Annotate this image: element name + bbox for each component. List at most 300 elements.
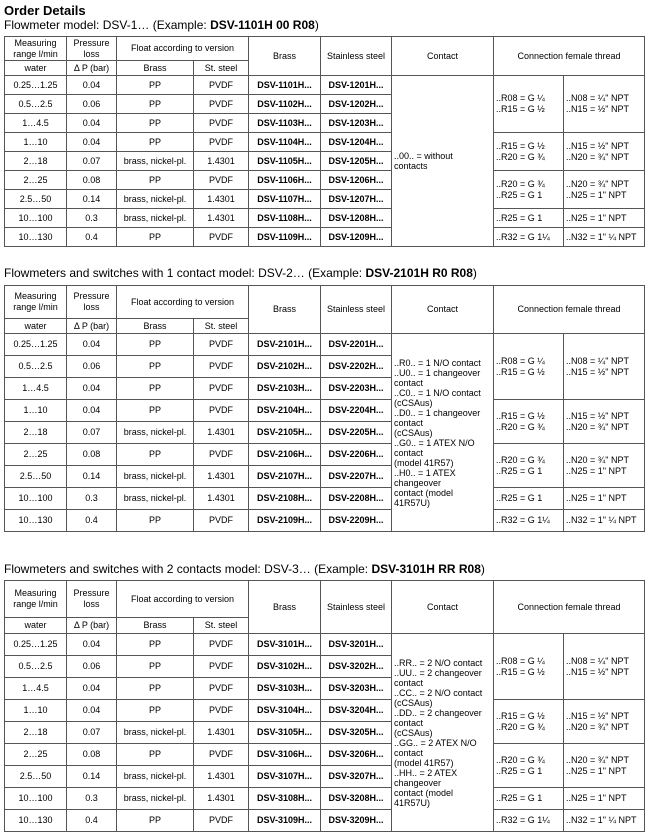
cell-float-steel: PVDF bbox=[194, 334, 249, 356]
cell-range: 1…10 bbox=[5, 400, 67, 422]
cell-pressure: 0.04 bbox=[67, 400, 117, 422]
table-row bbox=[5, 228, 645, 247]
cell-range: 0.25…1.25 bbox=[5, 634, 67, 656]
hdr-float-steel: St. steel bbox=[194, 61, 249, 76]
cell-connection-npt bbox=[564, 634, 645, 700]
hdr-dp: Δ P (bar) bbox=[67, 61, 117, 76]
conn-bsp-a: ..R08 = G ¼ bbox=[496, 655, 545, 666]
cell-brass-code: DSV-2104H... bbox=[249, 400, 321, 422]
cell-connection-bsp bbox=[494, 400, 564, 444]
cell-brass-code: DSV-2106H... bbox=[249, 444, 321, 466]
cell-float-steel: PVDF bbox=[194, 444, 249, 466]
cell-float-brass: PP bbox=[117, 76, 194, 95]
conn-bsp-a: ..R25 = G 1 bbox=[496, 212, 543, 223]
cell-float-steel: PVDF bbox=[194, 400, 249, 422]
cell-pressure: 0.07 bbox=[67, 152, 117, 171]
cell-pressure: 0.04 bbox=[67, 634, 117, 656]
hdr-pressure: Pressure loss bbox=[67, 286, 117, 319]
cell-float-steel: 1.4301 bbox=[194, 766, 249, 788]
hdr-measuring: Measuring range l/min bbox=[5, 37, 67, 61]
hdr-water: water bbox=[5, 618, 67, 634]
cell-float-steel: PVDF bbox=[194, 114, 249, 133]
cell-float-brass: PP bbox=[117, 810, 194, 832]
cell-float-steel: PVDF bbox=[194, 228, 249, 247]
cell-steel-code: DSV-1206H... bbox=[321, 171, 392, 190]
cell-connection-npt bbox=[564, 510, 645, 532]
cell-float-brass: brass, nickel-pl. bbox=[117, 766, 194, 788]
section-title-example: DSV-2101H R0 R08 bbox=[365, 266, 473, 280]
conn-npt-d: ..N20 = ¾" NPT bbox=[566, 721, 629, 732]
conn-bsp-a: ..R32 = G 1¼ bbox=[496, 515, 550, 525]
section-title-example: DSV-1101H 00 R08 bbox=[210, 18, 315, 32]
cell-pressure: 0.08 bbox=[67, 444, 117, 466]
cell-pressure: 0.07 bbox=[67, 422, 117, 444]
cell-pressure: 0.14 bbox=[67, 190, 117, 209]
cell-pressure: 0.08 bbox=[67, 171, 117, 190]
cell-steel-code: DSV-1207H... bbox=[321, 190, 392, 209]
cell-brass-code: DSV-3105H... bbox=[249, 722, 321, 744]
cell-connection-bsp bbox=[494, 488, 564, 510]
cell-steel-code: DSV-1203H... bbox=[321, 114, 392, 133]
hdr-water: water bbox=[5, 61, 67, 76]
cell-brass-code: DSV-3106H... bbox=[249, 744, 321, 766]
cell-range: 0.5…2.5 bbox=[5, 656, 67, 678]
cell-float-brass: PP bbox=[117, 378, 194, 400]
cell-float-brass: brass, nickel-pl. bbox=[117, 190, 194, 209]
table-row bbox=[5, 444, 645, 466]
cell-float-brass: PP bbox=[117, 334, 194, 356]
hdr-dp: Δ P (bar) bbox=[67, 618, 117, 634]
cell-steel-code: DSV-1205H... bbox=[321, 152, 392, 171]
conn-npt-d: ..N25 = 1" NPT bbox=[566, 465, 627, 476]
section-title-suffix: ) bbox=[480, 562, 485, 576]
conn-bsp-a: ..R32 = G 1¼ bbox=[496, 815, 550, 825]
cell-brass-code: DSV-2103H... bbox=[249, 378, 321, 400]
cell-range: 2.5…50 bbox=[5, 190, 67, 209]
conn-bsp-a: ..R20 = G ¾ bbox=[496, 754, 545, 765]
cell-brass-code: DSV-2105H... bbox=[249, 422, 321, 444]
conn-bsp-b: ..R20 = G ¾ bbox=[496, 151, 545, 162]
cell-brass-code: DSV-1102H... bbox=[249, 95, 321, 114]
cell-float-brass: PP bbox=[117, 510, 194, 532]
cell-float-brass: PP bbox=[117, 95, 194, 114]
cell-brass-code: DSV-3107H... bbox=[249, 766, 321, 788]
contact-text: ..RR.. = 2 N/O contact ..UU.. = 2 changeover contact ..CC.. = 2 N/O contact (cCSAus) ..DD.. = 2 changeover contact (cCSAus) ..GG.. = 2 ATEX N/O contact (model 41R57) ..HH.. = 2 ATEX changeover contact (model 41R57U) bbox=[394, 657, 483, 808]
cell-range: 10…100 bbox=[5, 209, 67, 228]
conn-npt-c: ..N32 = 1" ¼ NPT bbox=[566, 515, 637, 525]
cell-connection-bsp bbox=[494, 228, 564, 247]
conn-npt-d: ..N25 = 1" NPT bbox=[566, 189, 627, 200]
cell-steel-code: DSV-2208H... bbox=[321, 488, 392, 510]
cell-brass-code: DSV-2107H... bbox=[249, 466, 321, 488]
cell-range: 0.5…2.5 bbox=[5, 356, 67, 378]
cell-float-steel: 1.4301 bbox=[194, 466, 249, 488]
conn-bsp-a: ..R15 = G ½ bbox=[496, 410, 545, 421]
hdr-stainless: Stainless steel bbox=[321, 286, 392, 334]
table-row bbox=[5, 76, 645, 95]
hdr-water: water bbox=[5, 319, 67, 334]
cell-float-brass: brass, nickel-pl. bbox=[117, 422, 194, 444]
cell-range: 0.5…2.5 bbox=[5, 95, 67, 114]
hdr-measuring: Measuring range l/min bbox=[5, 286, 67, 319]
cell-pressure: 0.04 bbox=[67, 133, 117, 152]
cell-float-brass: PP bbox=[117, 228, 194, 247]
cell-connection-bsp bbox=[494, 334, 564, 400]
conn-npt-c: ..N15 = ½" NPT bbox=[566, 710, 629, 721]
hdr-pressure: Pressure loss bbox=[67, 37, 117, 61]
section-title bbox=[4, 18, 319, 32]
table-row bbox=[5, 788, 645, 810]
hdr-connection: Connection female thread bbox=[494, 286, 645, 334]
cell-brass-code: DSV-3103H... bbox=[249, 678, 321, 700]
cell-range: 10…100 bbox=[5, 788, 67, 810]
cell-float-brass: brass, nickel-pl. bbox=[117, 152, 194, 171]
cell-range: 1…4.5 bbox=[5, 378, 67, 400]
cell-float-brass: PP bbox=[117, 171, 194, 190]
cell-connection-npt bbox=[564, 171, 645, 209]
cell-float-brass: PP bbox=[117, 133, 194, 152]
cell-brass-code: DSV-2108H... bbox=[249, 488, 321, 510]
cell-float-brass: brass, nickel-pl. bbox=[117, 788, 194, 810]
cell-connection-bsp bbox=[494, 634, 564, 700]
cell-connection-bsp bbox=[494, 209, 564, 228]
cell-steel-code: DSV-2202H... bbox=[321, 356, 392, 378]
cell-brass-code: DSV-1109H... bbox=[249, 228, 321, 247]
conn-npt-d: ..N25 = 1" NPT bbox=[566, 765, 627, 776]
cell-float-brass: brass, nickel-pl. bbox=[117, 209, 194, 228]
conn-npt-c: ..N08 = ¼" NPT bbox=[566, 655, 629, 666]
section-title bbox=[4, 266, 477, 280]
cell-brass-code: DSV-3101H... bbox=[249, 634, 321, 656]
contact-text: ..00.. = without contacts bbox=[394, 151, 453, 171]
conn-npt-d: ..N15 = ½" NPT bbox=[566, 366, 629, 377]
conn-npt-c: ..N25 = 1" NPT bbox=[566, 793, 627, 803]
cell-range: 0.25…1.25 bbox=[5, 76, 67, 95]
cell-brass-code: DSV-1105H... bbox=[249, 152, 321, 171]
conn-npt-d: ..N20 = ¾" NPT bbox=[566, 421, 629, 432]
cell-steel-code: DSV-3207H... bbox=[321, 766, 392, 788]
section-title-suffix: ) bbox=[472, 266, 477, 280]
cell-float-steel: 1.4301 bbox=[194, 422, 249, 444]
order-table bbox=[4, 36, 645, 247]
cell-connection-npt bbox=[564, 334, 645, 400]
cell-float-brass: PP bbox=[117, 678, 194, 700]
cell-float-steel: PVDF bbox=[194, 744, 249, 766]
cell-range: 10…130 bbox=[5, 228, 67, 247]
conn-npt-d: ..N20 = ¾" NPT bbox=[566, 151, 629, 162]
cell-connection-npt bbox=[564, 744, 645, 788]
hdr-brass: Brass bbox=[249, 581, 321, 634]
cell-float-brass: brass, nickel-pl. bbox=[117, 466, 194, 488]
cell-connection-npt bbox=[564, 228, 645, 247]
hdr-float-brass: Brass bbox=[117, 618, 194, 634]
cell-range: 2…25 bbox=[5, 744, 67, 766]
cell-steel-code: DSV-1202H... bbox=[321, 95, 392, 114]
hdr-float-brass: Brass bbox=[117, 319, 194, 334]
cell-contact bbox=[392, 334, 494, 532]
cell-contact bbox=[392, 76, 494, 247]
hdr-contact: Contact bbox=[392, 286, 494, 334]
cell-pressure: 0.4 bbox=[67, 810, 117, 832]
conn-npt-c: ..N20 = ¾" NPT bbox=[566, 454, 629, 465]
cell-brass-code: DSV-2109H... bbox=[249, 510, 321, 532]
cell-connection-npt bbox=[564, 133, 645, 171]
contact-text: ..R0.. = 1 N/O contact ..U0.. = 1 changeover contact ..C0.. = 1 N/O contact (cCSAus) ..D0.. = 1 changeover contact (cCSAus) ..G0.. = 1 ATEX N/O contact (model 41R57) ..H0.. = 1 ATEX changeover contact (model 41R57U) bbox=[394, 357, 481, 508]
cell-float-steel: PVDF bbox=[194, 356, 249, 378]
cell-steel-code: DSV-2206H... bbox=[321, 444, 392, 466]
cell-range: 2…18 bbox=[5, 422, 67, 444]
conn-bsp-b: ..R25 = G 1 bbox=[496, 189, 543, 200]
cell-range: 1…10 bbox=[5, 700, 67, 722]
table-row bbox=[5, 334, 645, 356]
table-row bbox=[5, 744, 645, 766]
conn-bsp-a: ..R25 = G 1 bbox=[496, 493, 543, 503]
cell-float-steel: PVDF bbox=[194, 810, 249, 832]
cell-float-steel: 1.4301 bbox=[194, 488, 249, 510]
cell-steel-code: DSV-3206H... bbox=[321, 744, 392, 766]
cell-steel-code: DSV-2201H... bbox=[321, 334, 392, 356]
cell-pressure: 0.14 bbox=[67, 766, 117, 788]
cell-connection-bsp bbox=[494, 444, 564, 488]
cell-steel-code: DSV-2204H... bbox=[321, 400, 392, 422]
cell-float-steel: PVDF bbox=[194, 656, 249, 678]
cell-brass-code: DSV-1103H... bbox=[249, 114, 321, 133]
cell-connection-npt bbox=[564, 76, 645, 133]
cell-range: 2…18 bbox=[5, 152, 67, 171]
cell-pressure: 0.04 bbox=[67, 76, 117, 95]
cell-range: 1…4.5 bbox=[5, 114, 67, 133]
conn-npt-c: ..N20 = ¾" NPT bbox=[566, 754, 629, 765]
cell-connection-bsp bbox=[494, 133, 564, 171]
cell-steel-code: DSV-1201H... bbox=[321, 76, 392, 95]
conn-bsp-b: ..R15 = G ½ bbox=[496, 666, 545, 677]
cell-float-steel: 1.4301 bbox=[194, 722, 249, 744]
cell-float-steel: PVDF bbox=[194, 700, 249, 722]
conn-bsp-b: ..R20 = G ¾ bbox=[496, 721, 545, 732]
table-row bbox=[5, 488, 645, 510]
cell-range: 0.25…1.25 bbox=[5, 334, 67, 356]
cell-pressure: 0.04 bbox=[67, 678, 117, 700]
cell-float-brass: brass, nickel-pl. bbox=[117, 488, 194, 510]
cell-connection-npt bbox=[564, 810, 645, 832]
cell-float-brass: brass, nickel-pl. bbox=[117, 722, 194, 744]
cell-float-steel: 1.4301 bbox=[194, 209, 249, 228]
section-title-suffix: ) bbox=[314, 18, 319, 32]
table-row bbox=[5, 634, 645, 656]
hdr-float-steel: St. steel bbox=[194, 319, 249, 334]
cell-float-steel: PVDF bbox=[194, 133, 249, 152]
table-row bbox=[5, 400, 645, 422]
conn-npt-c: ..N15 = ½" NPT bbox=[566, 140, 629, 151]
section-title-prefix: Flowmeters and switches with 2 contacts model: DSV-3… (Example: bbox=[4, 562, 372, 576]
conn-bsp-a: ..R20 = G ¾ bbox=[496, 454, 545, 465]
cell-range: 10…130 bbox=[5, 810, 67, 832]
conn-bsp-a: ..R32 = G 1¼ bbox=[496, 231, 550, 242]
cell-brass-code: DSV-1101H... bbox=[249, 76, 321, 95]
conn-bsp-a: ..R25 = G 1 bbox=[496, 793, 543, 803]
conn-npt-c: ..N32 = 1" ¼ NPT bbox=[566, 815, 637, 825]
cell-brass-code: DSV-1104H... bbox=[249, 133, 321, 152]
cell-connection-bsp bbox=[494, 788, 564, 810]
cell-pressure: 0.14 bbox=[67, 466, 117, 488]
cell-pressure: 0.4 bbox=[67, 228, 117, 247]
cell-float-brass: PP bbox=[117, 656, 194, 678]
cell-connection-bsp bbox=[494, 810, 564, 832]
section-title bbox=[4, 562, 485, 576]
cell-steel-code: DSV-3209H... bbox=[321, 810, 392, 832]
cell-pressure: 0.04 bbox=[67, 334, 117, 356]
conn-bsp-a: ..R08 = G ¼ bbox=[496, 355, 545, 366]
hdr-stainless: Stainless steel bbox=[321, 37, 392, 76]
conn-bsp-b: ..R15 = G ½ bbox=[496, 104, 545, 114]
cell-pressure: 0.3 bbox=[67, 788, 117, 810]
cell-brass-code: DSV-1106H... bbox=[249, 171, 321, 190]
hdr-connection: Connection female thread bbox=[494, 37, 645, 76]
cell-range: 2…25 bbox=[5, 171, 67, 190]
table-row bbox=[5, 810, 645, 832]
cell-range: 2.5…50 bbox=[5, 766, 67, 788]
conn-bsp-b: ..R25 = G 1 bbox=[496, 465, 543, 476]
cell-steel-code: DSV-3203H... bbox=[321, 678, 392, 700]
cell-brass-code: DSV-3109H... bbox=[249, 810, 321, 832]
conn-npt-c: ..N20 = ¾" NPT bbox=[566, 178, 629, 189]
cell-connection-bsp bbox=[494, 700, 564, 744]
cell-float-steel: PVDF bbox=[194, 76, 249, 95]
cell-brass-code: DSV-1108H... bbox=[249, 209, 321, 228]
cell-connection-bsp bbox=[494, 744, 564, 788]
cell-steel-code: DSV-1209H... bbox=[321, 228, 392, 247]
cell-steel-code: DSV-2203H... bbox=[321, 378, 392, 400]
cell-float-steel: 1.4301 bbox=[194, 788, 249, 810]
cell-steel-code: DSV-2207H... bbox=[321, 466, 392, 488]
conn-bsp-a: ..R15 = G ½ bbox=[496, 710, 545, 721]
hdr-brass: Brass bbox=[249, 37, 321, 76]
cell-steel-code: DSV-3204H... bbox=[321, 700, 392, 722]
conn-bsp-b: ..R15 = G ½ bbox=[496, 366, 545, 377]
table-row bbox=[5, 700, 645, 722]
cell-steel-code: DSV-1208H... bbox=[321, 209, 392, 228]
cell-connection-npt bbox=[564, 488, 645, 510]
cell-float-brass: PP bbox=[117, 400, 194, 422]
cell-steel-code: DSV-3201H... bbox=[321, 634, 392, 656]
hdr-pressure: Pressure loss bbox=[67, 581, 117, 618]
hdr-float: Float according to version bbox=[117, 581, 249, 618]
cell-pressure: 0.06 bbox=[67, 95, 117, 114]
cell-steel-code: DSV-3205H... bbox=[321, 722, 392, 744]
hdr-stainless: Stainless steel bbox=[321, 581, 392, 634]
cell-pressure: 0.06 bbox=[67, 656, 117, 678]
hdr-brass: Brass bbox=[249, 286, 321, 334]
cell-float-brass: PP bbox=[117, 356, 194, 378]
cell-float-steel: 1.4301 bbox=[194, 190, 249, 209]
conn-bsp-a: ..R15 = G ½ bbox=[496, 140, 545, 151]
cell-float-brass: PP bbox=[117, 114, 194, 133]
cell-float-brass: PP bbox=[117, 700, 194, 722]
hdr-contact: Contact bbox=[392, 37, 494, 76]
cell-range: 10…130 bbox=[5, 510, 67, 532]
cell-float-steel: PVDF bbox=[194, 634, 249, 656]
cell-pressure: 0.4 bbox=[67, 510, 117, 532]
hdr-float-steel: St. steel bbox=[194, 618, 249, 634]
order-table bbox=[4, 580, 645, 832]
cell-float-brass: PP bbox=[117, 444, 194, 466]
conn-bsp-b: ..R25 = G 1 bbox=[496, 765, 543, 776]
conn-npt-c: ..N15 = ½" NPT bbox=[566, 410, 629, 421]
conn-npt-c: ..N25 = 1" NPT bbox=[566, 212, 627, 223]
hdr-dp: Δ P (bar) bbox=[67, 319, 117, 334]
cell-brass-code: DSV-1107H... bbox=[249, 190, 321, 209]
conn-npt-c: ..N32 = 1" ¼ NPT bbox=[566, 231, 637, 242]
hdr-contact: Contact bbox=[392, 581, 494, 634]
cell-pressure: 0.04 bbox=[67, 114, 117, 133]
hdr-connection: Connection female thread bbox=[494, 581, 645, 634]
hdr-float: Float according to version bbox=[117, 37, 249, 61]
cell-float-brass: PP bbox=[117, 634, 194, 656]
cell-float-steel: 1.4301 bbox=[194, 152, 249, 171]
cell-pressure: 0.3 bbox=[67, 209, 117, 228]
cell-steel-code: DSV-3208H... bbox=[321, 788, 392, 810]
cell-range: 10…100 bbox=[5, 488, 67, 510]
cell-brass-code: DSV-3108H... bbox=[249, 788, 321, 810]
section-title-prefix: Flowmeter model: DSV-1… (Example: bbox=[4, 18, 211, 32]
hdr-float: Float according to version bbox=[117, 286, 249, 319]
cell-range: 2.5…50 bbox=[5, 466, 67, 488]
cell-float-steel: PVDF bbox=[194, 171, 249, 190]
cell-brass-code: DSV-2101H... bbox=[249, 334, 321, 356]
cell-brass-code: DSV-3104H... bbox=[249, 700, 321, 722]
cell-pressure: 0.07 bbox=[67, 722, 117, 744]
cell-range: 1…4.5 bbox=[5, 678, 67, 700]
order-table bbox=[4, 285, 645, 532]
conn-npt-c: ..N08 = ¼" NPT bbox=[566, 355, 629, 366]
section-title-prefix: Flowmeters and switches with 1 contact model: DSV-2… (Example: bbox=[4, 266, 366, 280]
cell-connection-npt bbox=[564, 209, 645, 228]
table-row bbox=[5, 171, 645, 190]
cell-range: 2…18 bbox=[5, 722, 67, 744]
conn-npt-d: ..N15 = ½" NPT bbox=[566, 104, 629, 114]
cell-pressure: 0.08 bbox=[67, 744, 117, 766]
cell-steel-code: DSV-2205H... bbox=[321, 422, 392, 444]
cell-connection-npt bbox=[564, 400, 645, 444]
cell-float-brass: PP bbox=[117, 744, 194, 766]
conn-bsp-a: ..R20 = G ¾ bbox=[496, 178, 545, 189]
table-row bbox=[5, 209, 645, 228]
cell-brass-code: DSV-3102H... bbox=[249, 656, 321, 678]
cell-contact bbox=[392, 634, 494, 832]
cell-float-steel: PVDF bbox=[194, 678, 249, 700]
conn-bsp-b: ..R20 = G ¾ bbox=[496, 421, 545, 432]
cell-range: 1…10 bbox=[5, 133, 67, 152]
page-title: Order Details bbox=[4, 3, 86, 18]
cell-pressure: 0.06 bbox=[67, 356, 117, 378]
conn-bsp-a: ..R08 = G ¼ bbox=[496, 93, 545, 103]
cell-range: 2…25 bbox=[5, 444, 67, 466]
cell-connection-npt bbox=[564, 444, 645, 488]
cell-steel-code: DSV-2209H... bbox=[321, 510, 392, 532]
cell-connection-npt bbox=[564, 700, 645, 744]
cell-float-steel: PVDF bbox=[194, 510, 249, 532]
cell-connection-npt bbox=[564, 788, 645, 810]
cell-float-steel: PVDF bbox=[194, 378, 249, 400]
conn-npt-c: ..N08 = ¼" NPT bbox=[566, 93, 629, 103]
section-title-example: DSV-3101H RR R08 bbox=[371, 562, 481, 576]
cell-float-steel: PVDF bbox=[194, 95, 249, 114]
cell-connection-bsp bbox=[494, 171, 564, 209]
cell-connection-bsp bbox=[494, 510, 564, 532]
conn-npt-c: ..N25 = 1" NPT bbox=[566, 493, 627, 503]
conn-npt-d: ..N15 = ½" NPT bbox=[566, 666, 629, 677]
cell-steel-code: DSV-3202H... bbox=[321, 656, 392, 678]
